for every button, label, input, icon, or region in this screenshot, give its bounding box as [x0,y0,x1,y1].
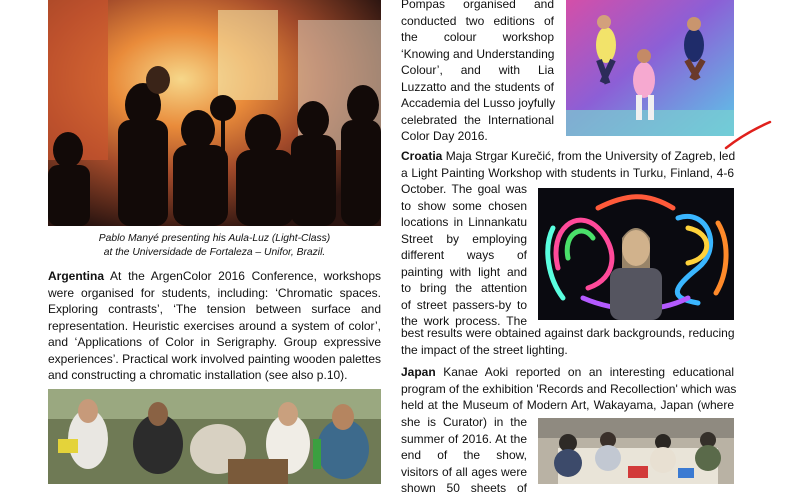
japan-narrow-line-2: summer of 2016. At the [401,431,527,446]
photo-color-day-jump [566,0,734,136]
argentina-line-2: were organised for students, including: ‘Chromatic spaces. [48,285,381,300]
croatia-paragraph [401,148,734,181]
photo-aula-luz [48,0,381,226]
photo-students-outdoor [48,389,381,484]
croatia-heading: Croatia [401,149,443,163]
croatia-narrow-line-9: the work process. The [401,314,527,328]
japan-paragraph-narrow [401,414,527,497]
croatia-narrow-line-3: locations in Linnankatu [401,215,527,229]
japan-narrow-line-3: end of the show, [401,448,527,462]
pompas-line-9: Color Day 2016. [401,129,488,143]
pompas-line-5: Colour’, and with Lia [401,63,554,77]
croatia-narrow-line-5: different ways of [401,248,527,262]
caption-line-2: at the Universidade de Fortaleza – Unifor, Brazil. [103,247,326,258]
croatia-paragraph-narrow [401,181,527,330]
red-annotation-mark [720,118,780,158]
croatia-narrow-line-4: Street by employing [401,231,527,246]
croatia-narrow-line-1: October. The goal was [401,182,527,196]
japan-line-1: Japan Kanae Aoki reported on an interesting educational [401,365,734,379]
pompas-line-2: conducted two editions of [401,13,554,28]
argentina-paragraph [48,268,381,384]
japan-paragraph [401,364,737,414]
caption-line-1: Pablo Manyé presenting his Aula-Luz (Light-Class) [98,233,331,244]
croatia-line-1: Croatia Maja Strgar Kurečić, from the University of Zagreb, led [401,149,736,163]
japan-line-3: held at the Museum of Modern Art, Wakayama, Japan (where [401,398,734,412]
argentina-line-4: representation. Heuristic exercises around a system of color’, [48,318,381,333]
croatia-end-line-1: best results were obtained against dark backgrounds, reducing [401,326,735,340]
croatia-narrow-line-8: of street passers-by to [401,297,527,312]
croatia-line-2: a Light Painting Workshop with students in Turku, Finland, 4-6 [401,165,734,180]
japan-narrow-line-1: she is Curator) in the [401,415,527,429]
croatia-end-line-2: the impact of the street lighting. [401,342,568,357]
croatia-paragraph-end [401,325,734,358]
argentina-heading: Argentina [48,269,105,283]
argentina-line-1: Argentina At the ArgenColor 2016 Conference, workshops [48,269,381,283]
pompas-line-3: the colour workshop [401,30,554,44]
croatia-narrow-line-7: to bring the attention [401,281,527,295]
argentina-line-5: and ‘Applications of Color in Serigraphy. Group expressive [48,335,381,349]
pompas-line-6: Luzzatto and the students of [401,79,554,94]
japan-narrow-line-5: shown 50 sheets of [401,481,527,495]
argentina-line-6: experiences’. Practical work involved painting wooden palettes [48,351,381,366]
pompas-line-1: Pompas organised and [401,0,554,11]
pompas-line-4: ‘Knowing and Understanding [401,46,555,61]
photo-museum-workshop [538,418,734,484]
photo-light-painting [538,188,734,320]
japan-line-2: program of the exhibition 'Records and Recollection' which was [401,381,737,396]
argentina-line-7: and constructing a chromatic installation (see also p.10). [48,368,348,382]
pompas-line-7: Accademia del Lusso joyfully [401,96,556,110]
japan-narrow-line-4: visitors of all ages were [401,464,527,479]
croatia-narrow-line-2: to show some chosen [401,198,527,213]
croatia-narrow-line-6: painting with light and [401,264,527,279]
pompas-paragraph [401,0,554,145]
argentina-line-3: Exploring contrasts’, ‘The tension between surface and [48,302,381,316]
photo-caption [48,232,381,260]
pompas-line-8: celebrated the International [401,112,554,127]
japan-heading: Japan [401,365,436,379]
